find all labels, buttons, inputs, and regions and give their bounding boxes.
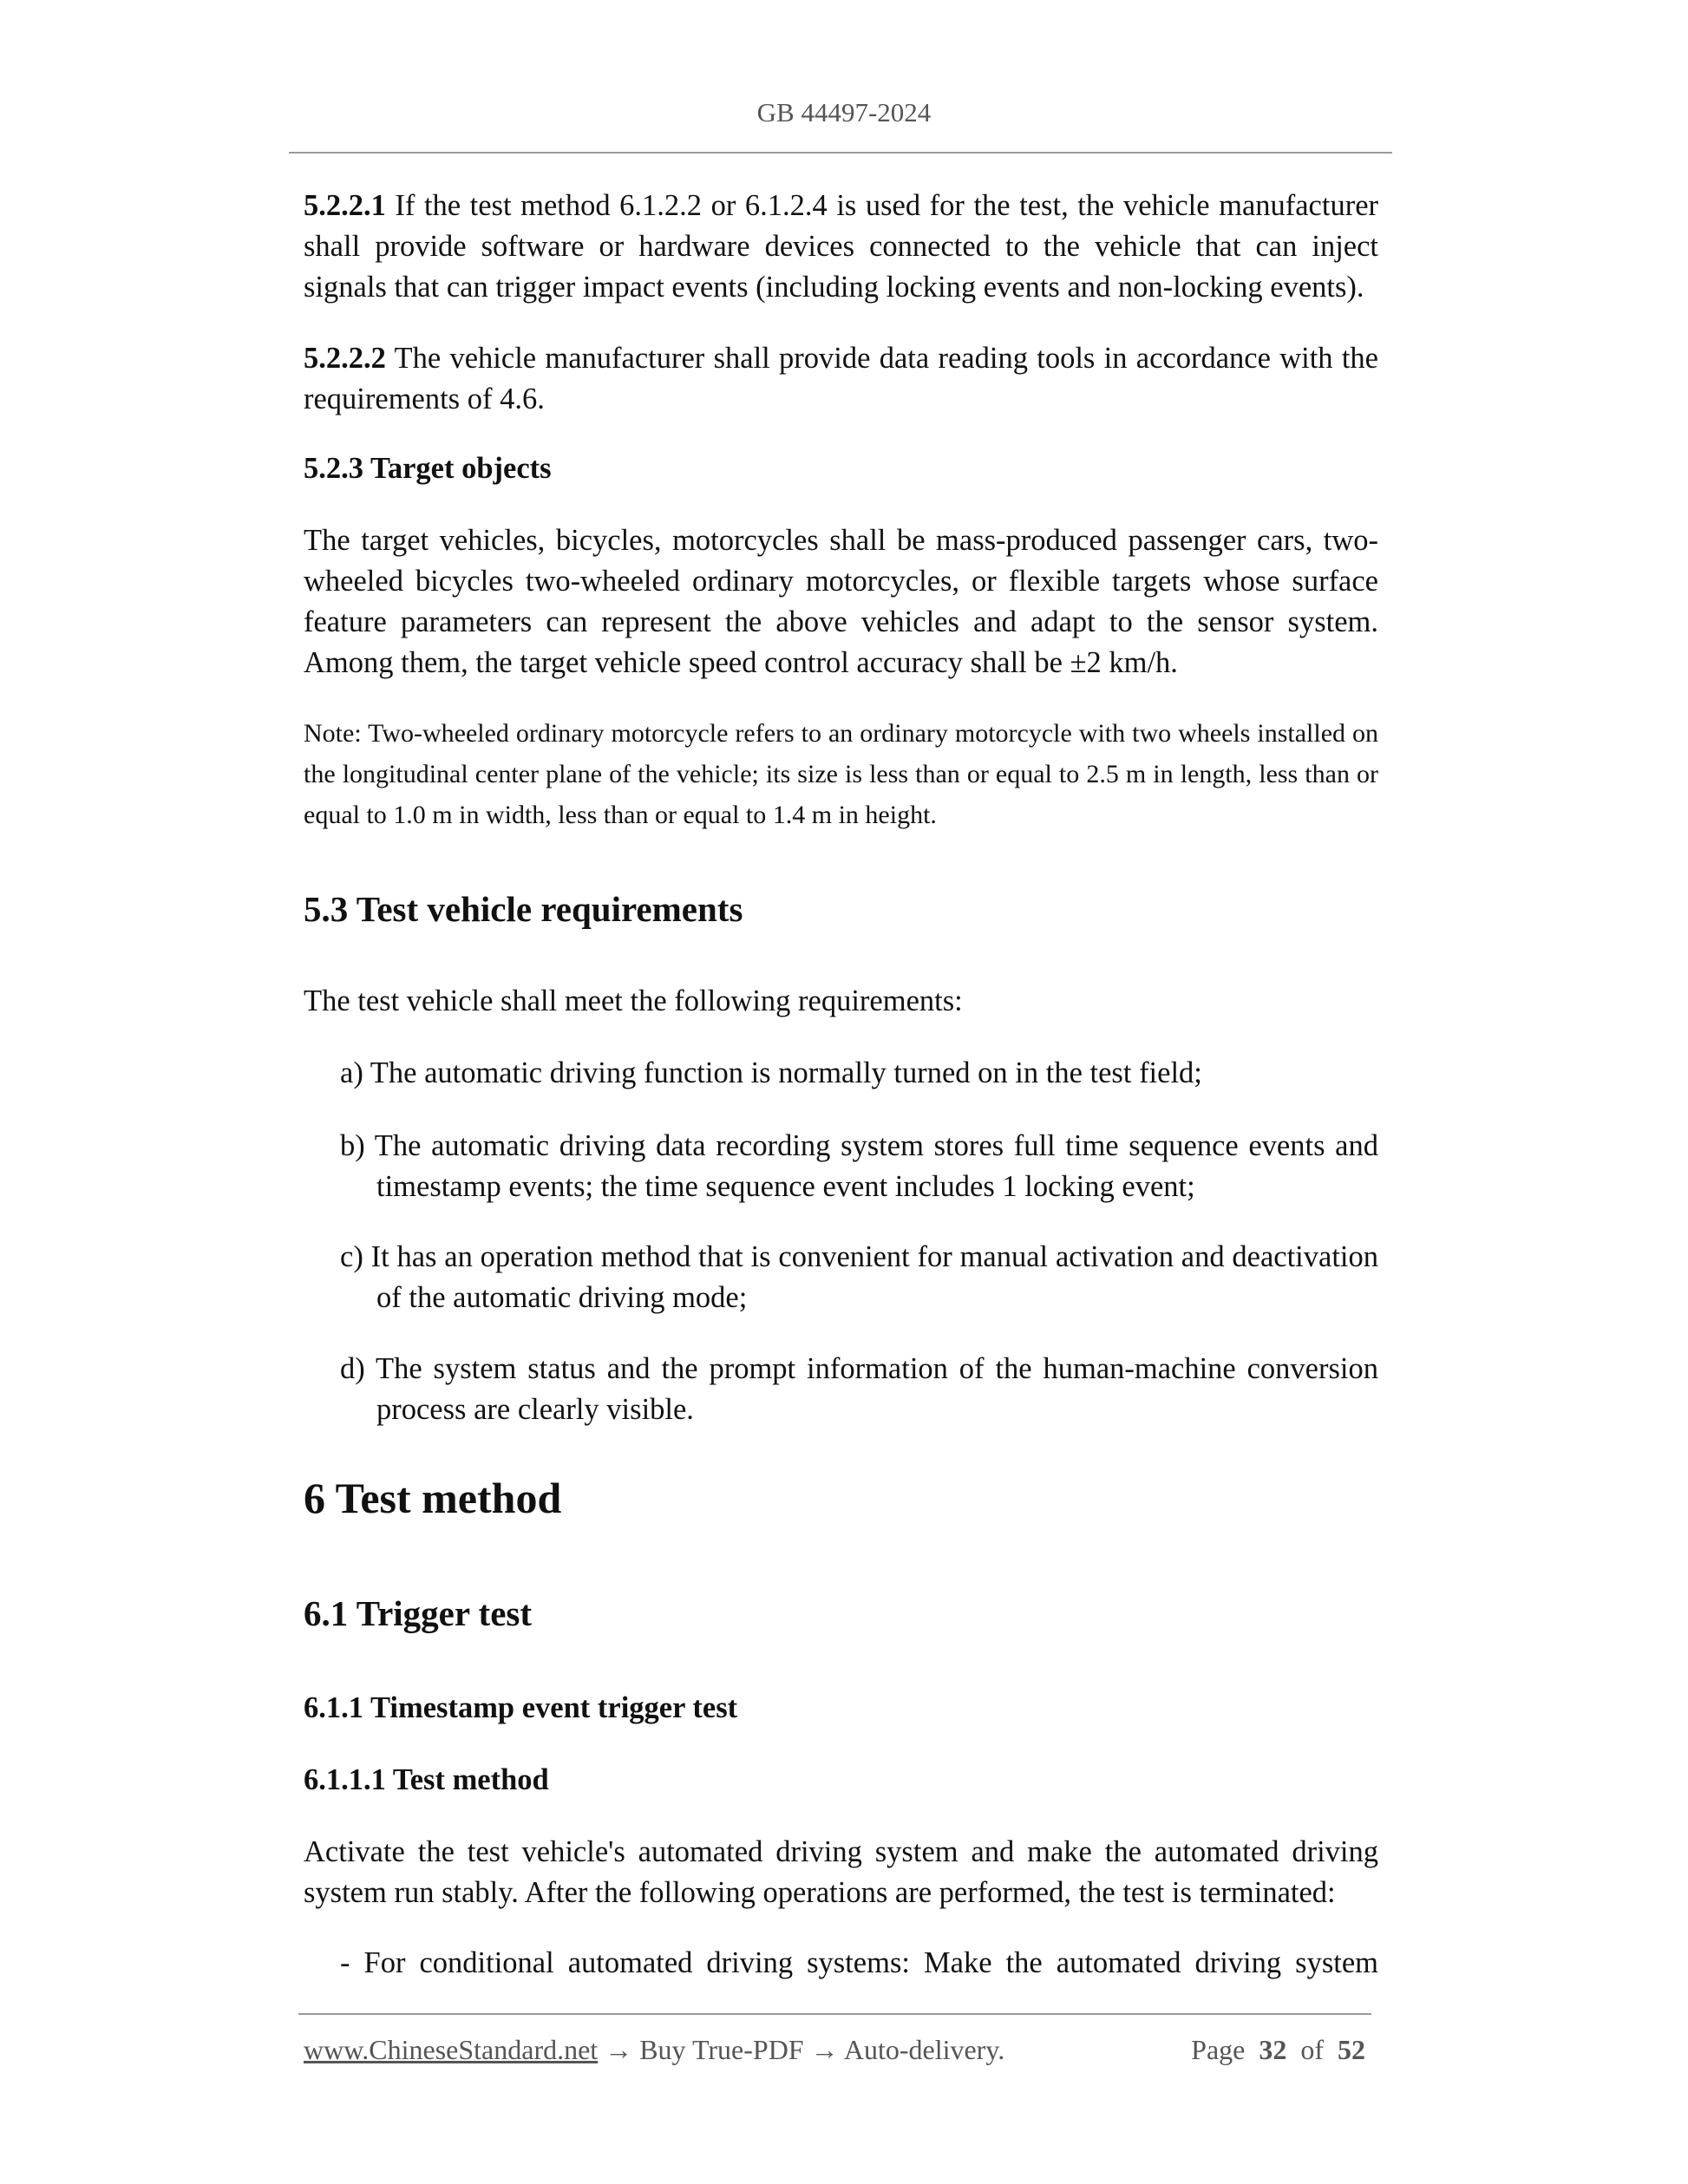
list-item-d: d) The system status and the prompt information of the human-machine conversion process are clearly visible. — [340, 1352, 1378, 1426]
of-label: of — [1300, 2034, 1324, 2065]
heading-6-1-1: 6.1.1 Timestamp event trigger test — [304, 1691, 738, 1724]
paragraph-requirements-intro: The test vehicle shall meet the following requirements: — [304, 984, 963, 1017]
list-item-c: c) It has an operation method that is convenient for manual activation and deactivation of the automatic driving mode; — [340, 1240, 1378, 1314]
clause-number: 5.2.2.1 — [304, 189, 386, 222]
heading-6: 6 Test method — [304, 1474, 562, 1522]
note: Note: Two-wheeled ordinary motorcycle refers to an ordinary motorcycle with two wheels installed on the longitudinal center plane of the vehicle; its size is less than or equal to 2.5 m in length, less than or equal to 1.0 m in width, less than or equal to 1.4 m in height. — [304, 719, 1378, 829]
clause-text: The vehicle manufacturer shall provide data reading tools in accordance with the requirements of 4.6. — [304, 342, 1378, 415]
document-header: GB 44497-2024 — [756, 97, 932, 128]
header-divider — [289, 152, 1392, 154]
paragraph-5-2-2-1 — [304, 186, 1378, 308]
heading-5-3: 5.3 Test vehicle requirements — [304, 889, 743, 929]
heading-6-1: 6.1 Trigger test — [304, 1593, 533, 1633]
clause-number: 5.2.2.2 — [304, 342, 386, 375]
dash-item-conditional: - For conditional automated driving systems: Make the automated driving system — [340, 1946, 1378, 1979]
list-item-a: a) The automatic driving function is normally turned on in the test field; — [340, 1056, 1202, 1089]
footer-left — [304, 2034, 1004, 2066]
paragraph-test-method: Activate the test vehicle's automated driving system and make the automated driving system run stably. After the following operations are performed, the test is terminated: — [304, 1835, 1378, 1909]
clause-text: If the test method 6.1.2.2 or 6.1.2.4 is used for the test, the vehicle manufacturer shall provide software or hardware devices connected to the vehicle that can inject signals that can trigger impact events (including locking events and non-locking events). — [304, 189, 1378, 304]
list-item-b: b) The automatic driving data recording system stores full time sequence events and timestamp events; the time sequence event includes 1 locking event; — [340, 1129, 1378, 1203]
heading-5-2-3: 5.2.3 Target objects — [304, 452, 552, 485]
paragraph-5-2-2-2 — [304, 338, 1378, 420]
page-indicator — [1191, 2034, 1365, 2066]
total-pages: 52 — [1338, 2034, 1365, 2065]
current-page: 32 — [1259, 2034, 1287, 2065]
heading-6-1-1-1: 6.1.1.1 Test method — [304, 1763, 549, 1796]
website-link[interactable]: www.ChineseStandard.net — [304, 2034, 599, 2065]
footer-divider — [298, 2013, 1371, 2015]
footer-purchase-text: → Buy True-PDF → Auto-delivery. — [598, 2034, 1005, 2065]
paragraph-target-objects: The target vehicles, bicycles, motorcycles shall be mass-produced passenger cars, two-wheeled bicycles two-wheeled ordinary motorcycles, or flexible targets whose surface feature parameters can represent the above vehicles and adapt to the sensor system. Among them, the target vehicle speed control accuracy shall be ±2 km/h. — [304, 524, 1378, 679]
page-label: Page — [1191, 2034, 1246, 2065]
